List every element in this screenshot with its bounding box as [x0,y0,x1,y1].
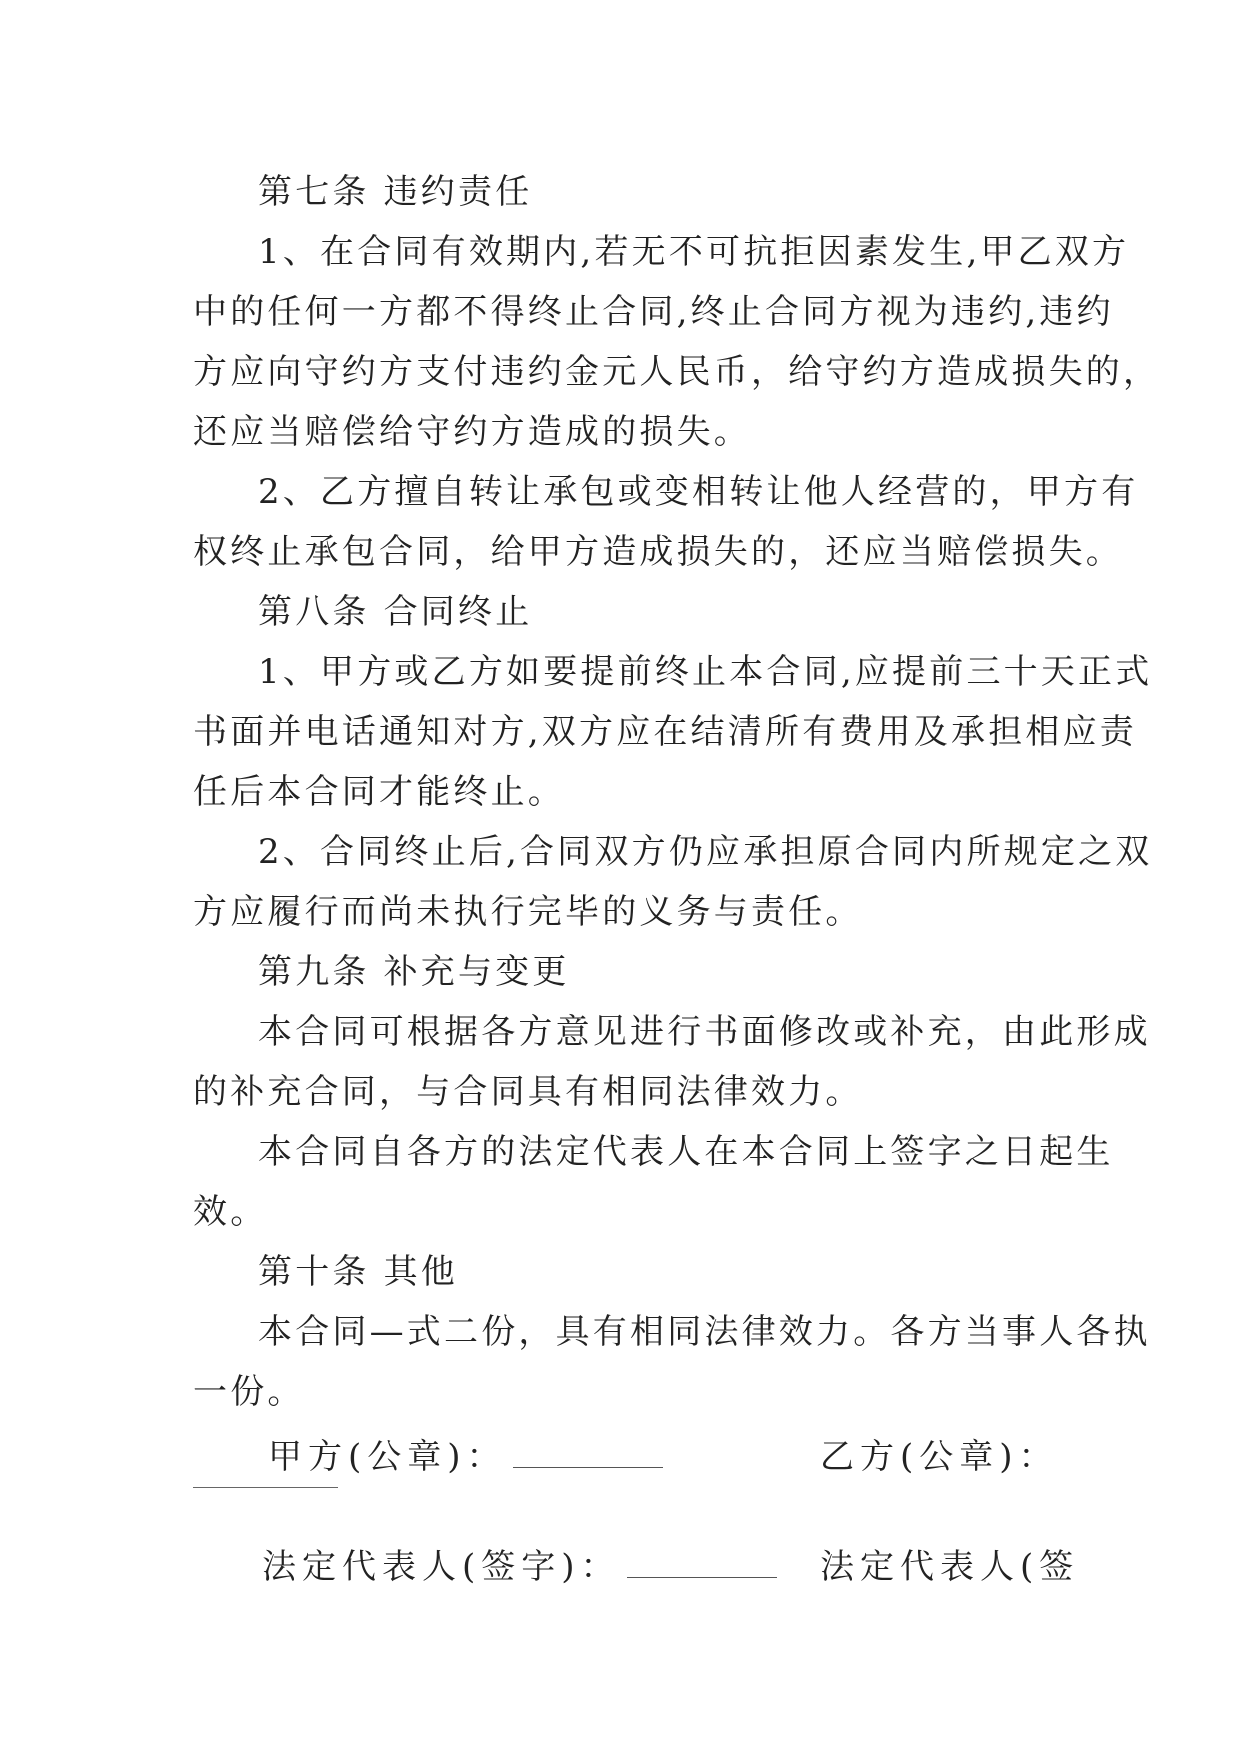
paragraph-line: 任后本合同才能终止。 [193,772,565,812]
paragraph-line: 方应向守约方支付违约金元人民币，给守约方造成损失的， [193,352,1161,392]
party-a-seal-label: 甲方(公章)： [268,1437,507,1477]
article-8-heading: 第八条 合同终止 [258,592,533,632]
party-b-seal-blank[interactable] [193,1487,338,1488]
party-a-rep-label: 法定代表人(签字)： [262,1547,621,1587]
paragraph-line: 2、乙方擅自转让承包或变相转让他人经营的，甲方有 [258,472,1139,512]
paragraph-line: 权终止承包合同，给甲方造成损失的，还应当赔偿损失。 [193,532,1123,572]
paragraph-line: 1、在合同有效期内,若无不可抗拒因素发生,甲乙双方 [258,232,1130,272]
article-7-heading: 第七条 违约责任 [258,172,533,212]
party-a-seal-field [268,1437,663,1477]
party-b-rep-field [820,1547,1079,1587]
paragraph-line: 还应当赔偿给守约方造成的损失。 [193,412,751,452]
party-a-rep-blank[interactable] [627,1553,777,1578]
paragraph-line: 一份。 [193,1372,305,1412]
paragraph-line: 本合同可根据各方意见进行书面修改或补充，由此形成 [258,1012,1151,1052]
paragraph-line: 书面并电话通知对方,双方应在结清所有费用及承担相应责 [193,712,1138,752]
paragraph-line: 中的任何一方都不得终止合同,终止合同方视为违约,违约 [193,292,1114,332]
paragraph-line: 的补充合同，与合同具有相同法律效力。 [193,1072,863,1112]
party-b-seal-label: 乙方(公章)： [820,1437,1059,1477]
paragraph-line: 1、甲方或乙方如要提前终止本合同,应提前三十天正式 [258,652,1153,692]
article-9-heading: 第九条 补充与变更 [258,952,570,992]
party-b-rep-label: 法定代表人(签 [820,1547,1080,1587]
party-a-rep-field [262,1547,777,1587]
paragraph-line: 本合同自各方的法定代表人在本合同上签字之日起生 [258,1132,1114,1172]
party-b-seal-field [820,1437,1059,1477]
paragraph-line: 效。 [193,1192,268,1232]
paragraph-line: 方应履行而尚未执行完毕的义务与责任。 [193,892,863,932]
paragraph-line: 2、合同终止后,合同双方仍应承担原合同内所规定之双 [258,832,1153,872]
party-a-seal-blank[interactable] [513,1443,663,1468]
paragraph-line: 本合同—式二份，具有相同法律效力。各方当事人各执 [258,1312,1151,1352]
article-10-heading: 第十条 其他 [258,1252,459,1292]
